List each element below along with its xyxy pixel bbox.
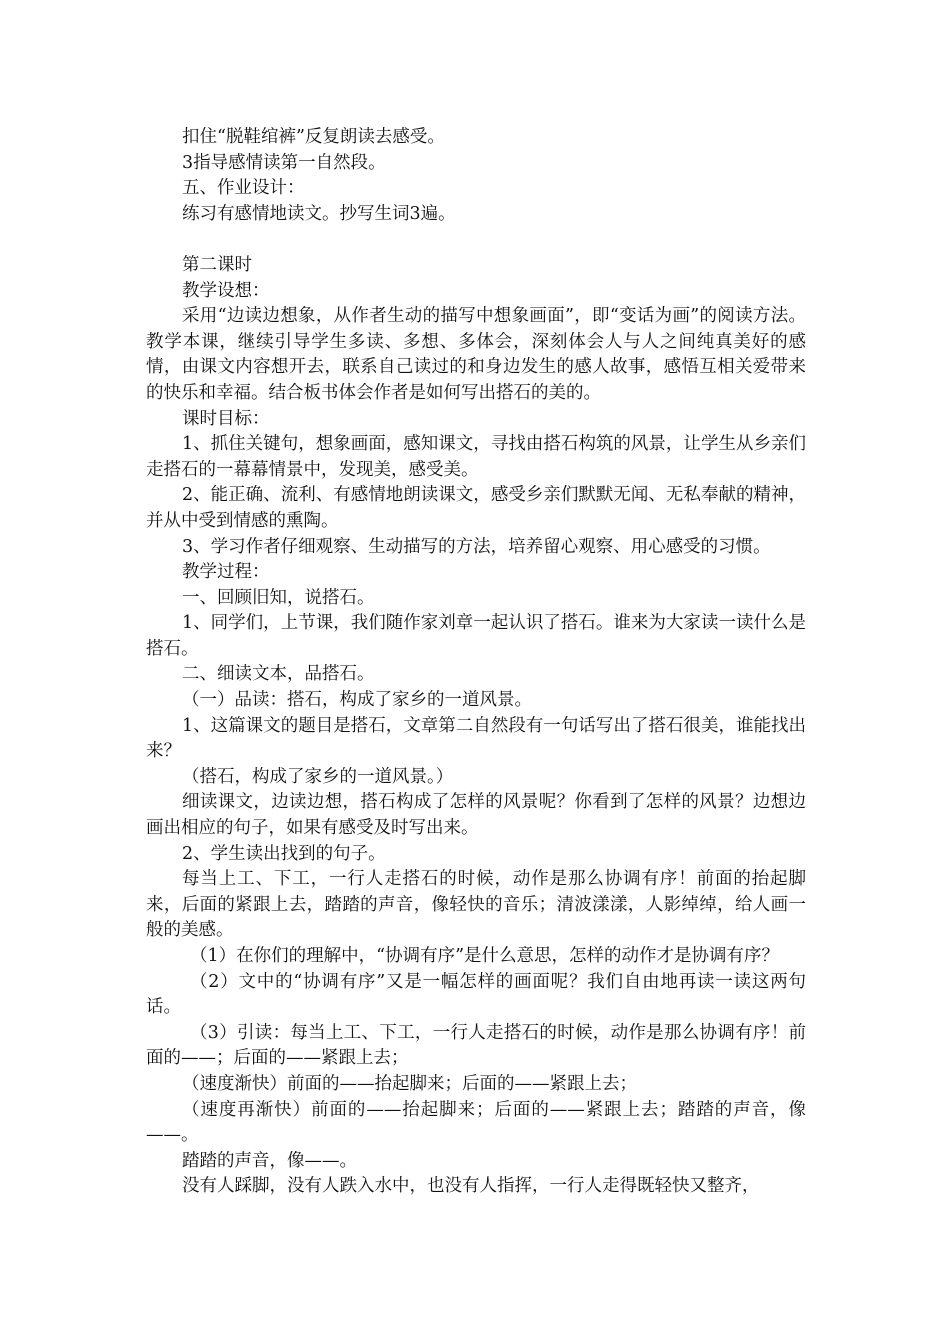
section-heading: 课时目标： [182, 408, 270, 429]
paragraph: 每当上工、下工，一行人走搭石的时候，动作是那么协调有序！前面的抬起脚来，后面的紧跟上去，踏踏的声音，像轻快的音乐；清波漾漾，人影绰绰，给人画一般的美感。 [146, 869, 806, 941]
paragraph: 细读课文，边读边想，搭石构成了怎样的风景呢？你看到了怎样的风景？边想边画出相应的句子，如果有感受及时写出来。 [146, 792, 806, 839]
paragraph: （速度再渐快）前面的——抬起脚来；后面的——紧跟上去；踏踏的声音，像——。 [146, 1099, 806, 1146]
paragraph: 1、抓住关键句，想象画面，感知课文，寻找由搭石构筑的风景，让学生从乡亲们走搭石的一幕幕情景中，发现美，感受美。 [146, 434, 806, 480]
paragraph: 1、这篇课文的题目是搭石，文章第二自然段有一句话写出了搭石很美，谁能找出来？ [146, 715, 806, 762]
document-page [146, 125, 806, 1200]
paragraph: 没有人踩脚，没有人跌入水中，也没有人指挥，一行人走得既轻快又整齐， [182, 1176, 760, 1197]
paragraph: （1）在你们的理解中，“协调有序”是什么意思，怎样的动作才是协调有序？ [190, 946, 780, 966]
blank-line [146, 227, 806, 253]
paragraph: 踏踏的声音，像——。 [182, 1150, 357, 1171]
paragraph: （速度渐快）前面的——抬起脚来；后面的——紧跟上去； [182, 1073, 637, 1094]
paragraph: 2、学生读出找到的句子。 [182, 843, 386, 864]
paragraph: 2、能正确、流利、有感情地朗读课文，感受乡亲们默默无闻、无私奉献的精神，并从中受到情感的熏陶。 [146, 485, 806, 531]
paragraph: 3、学习作者仔细观察、生动描写的方法，培养留心观察、用心感受的习惯。 [182, 536, 771, 557]
paragraph: （搭石，构成了家乡的一道风景。） [182, 766, 454, 787]
paragraph: 一、回顾旧知，说搭石。 [182, 587, 375, 608]
paragraph: （3）引读：每当上工、下工，一行人走搭石的时候，动作是那么协调有序！前面的——；后面的——紧跟上去； [146, 1022, 806, 1069]
lesson-heading: 第二课时 [182, 254, 252, 275]
paragraph: 二、细读文本，品搭石。 [182, 664, 375, 685]
section-heading: 教学设想： [182, 280, 270, 301]
paragraph: 采用“边读边想象，从作者生动的描写中想象画面”，即“变话为画”的阅读方法。教学本课，继续引导学生多读、多想、多体会，深刻体会人与人之间纯真美好的感情，由课文内容想开去，联系自己读过的和身边发生的感人故事，感悟互相关爱带来的快乐和幸福。结合板书体会作者是如何写出搭石的美的。 [146, 306, 806, 403]
paragraph: 练习有感情地读文。抄写生词3遍。 [182, 203, 456, 224]
paragraph: （2）文中的“协调有序”又是一幅怎样的画面呢？我们自由地再读一读这两句话。 [146, 971, 806, 1018]
paragraph: 扣住“脱鞋绾裤”反复朗读去感受。 [182, 127, 445, 147]
section-heading: 教学过程： [182, 562, 270, 583]
paragraph: （一）品读：搭石，构成了家乡的一道风景。 [182, 690, 532, 711]
paragraph: 3指导感情读第一自然段。 [182, 152, 386, 173]
section-heading: 五、作业设计： [182, 178, 305, 199]
paragraph: 1、同学们，上节课，我们随作家刘章一起认识了搭石。谁来为大家读一读什么是搭石。 [146, 613, 806, 659]
